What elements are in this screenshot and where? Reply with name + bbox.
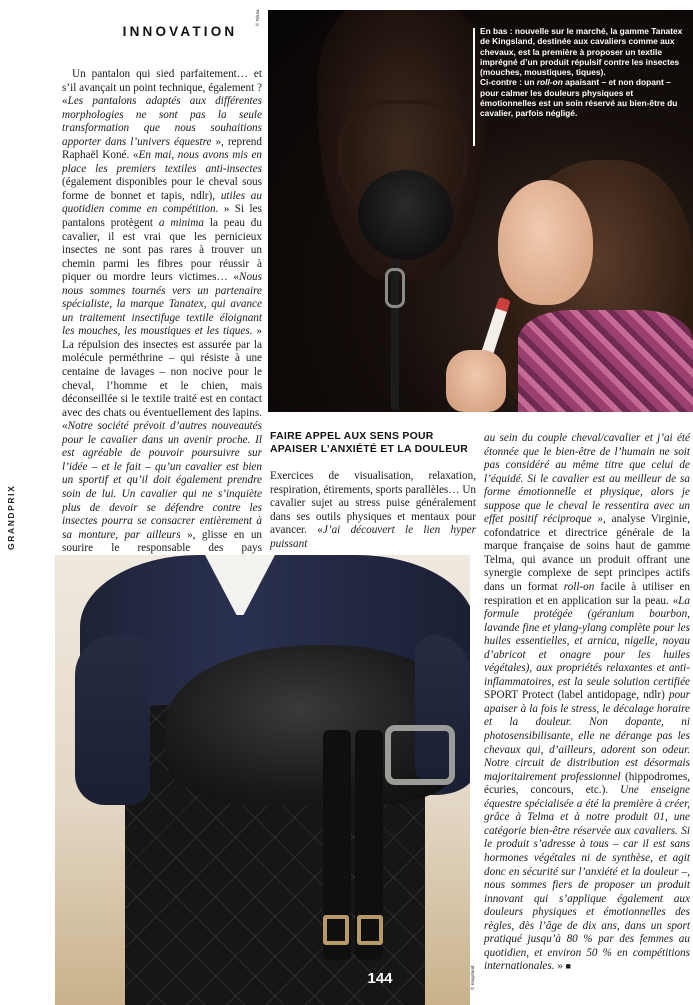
photo-caption xyxy=(480,26,685,119)
section-subheading: FAIRE APPEL AUX SENS POUR APAISER L’ANXIÉTÉ ET LA DOULEUR xyxy=(270,431,469,455)
woman-scarf-illustration xyxy=(518,310,693,412)
left-column-paragraph: Un pantalon qui sied parfaitement… et s’il avançait un point technique, également ? «Les pantalons adaptés aux différentes morphologies ne sont pas la seule transformation que nous souhaitions apporter dans l’univers équestre », reprend Raphaël Koné. «En mai, nous avons mis en place les premiers textiles anti-insectes (également disponibles pour le cheval sous forme de bonnet et tapis, ndlr), utiles au quotidien comme en compétition. » Si les pantalons protègent a minima la peau du cavalier, il est vrai que les pernicieux insectes ne sont pas rares à trouver un chemin parmi les fibres pour réussir à piquer ou mordre leurs victimes… «Nous nous sommes tournés vers un partenaire spécialiste, la marque Tanatex, qui avance un traitement insectifuge textile éloignant les mouches, les moustiques et les tiques. » La répulsion des insectes est assurée par la molécule perméthrine – qui résiste à une centaine de lavages – non nocive pour le cheval, l’homme et le chien, mais déconseillée si le textile traité est en contact avec des chats ou éventuellement des lapins. «Notre société prévoit d’autres nouveautés pour le cavalier dans un avenir proche. Il est agréable de pouvoir poursuivre sur l’idée – et le fait – qu’un cavalier est bien un sportif et qu’il doit également prendre soin de lui. Un cavalier qui ne s’inquiète plus de devoir se défendre contre les insectes pourra se consacrer entièrement à sa monture, par ailleurs », glisse en un sourire le responsable des pays xyxy=(62,68,263,555)
right-column-article: au sein du couple cheval/cavalier et j’ai été étonnée que le bien-être de l’humain ne soit pas considéré au même titre que celui de l’équidé. Si le cavalier est au meilleur de sa forme émotionnelle et physique, alors je suppose que le cheval le ressentira avec un effet positif réciproque », analyse Virginie, cofondatrice et directrice générale de la marque française de soins haut de gamme Telma, qui avance un produit offrant une synergie complexe de sept principes actifs dans un format roll-on facile à utiliser en respiration et en application sur la peau. «La formule protégée (géranium bourbon, lavande fine et ylang-ylang complète pour les huiles essentielles, et arnica, nigelle, noyau d’abricot et onagre pour les huiles végétales), aux propriétés relaxantes et anti-inflammatoires, est la seule solution certifiée SPORT Protect (label antidopage, ndlr) pour apaiser à la fois le stress, le décalage horaire et la douleur. Non dopante, ni photosensibilisante, elle ne dérange pas les chevaux qui, d’ailleurs, adorent son odeur. Notre circuit de distribution est désormais majoritairement professionnel (hippodromes, écuries, concours, etc.). Une enseigne équestre spécialisée a été la première à créer, grâce à Telma et à notre produit 01, une catégorie bien-être réservée aux cavaliers. Si le produit s’adresse à tous – car il est sans hormones végétales ni de synthèse, et agit donc en sécurité sur l’anxiété et la douleur –, nous sommes fiers de proposer un produit innovant qui s’applique également aux douleurs physiques et émotionnelles des règles, dès l’âge de dix ans, dans un sport pratiqué jusqu’à 80 % par des femmes au quotidien, et environ 50 % en compétitions internationales. » ■ xyxy=(484,432,691,973)
middle-column-article: Exercices de visualisation, relaxation, respiration, étirements, sports parallèles… Un cavalier sujet au stress puise généralement dans ses outils physiques et mentaux pour avancer. «J’ai découvert le lien hyper puissant xyxy=(270,470,476,550)
section-header: INNOVATION xyxy=(122,24,238,39)
rider-left-arm-illustration xyxy=(75,635,150,805)
woman-hand-illustration xyxy=(446,350,506,412)
caption-bottom-photo: En bas : nouvelle sur le marché, la gamme Tanatex de Kingsland, destinée aux cavaliers comme aux chevaux, est la première à proposer un textile imprégné d’un produit répulsif contre les insectes (mouches, moustiques, tiques). xyxy=(480,26,683,78)
woman-face-illustration xyxy=(498,180,593,305)
lead-clip-illustration xyxy=(385,268,405,308)
horse-nose-illustration xyxy=(358,170,453,260)
photo-credit-bottom: © Kingsland xyxy=(470,965,475,990)
buckle-illustration xyxy=(357,915,383,945)
buckle-illustration xyxy=(323,915,349,945)
left-column-article xyxy=(62,68,262,569)
caption-side-photo: Ci-contre : un roll-on apaisant – et non dopant – pour calmer les douleurs physiques et émotionnelles est un soin réservé au bien-être du cavalier, parfois négligé. xyxy=(480,77,678,119)
article-end-mark: ■ xyxy=(562,961,571,972)
magazine-brand-vertical: GRANDPRIX xyxy=(6,484,16,550)
photo-rider-with-saddle xyxy=(55,555,470,1005)
photo-credit-top: © Telma xyxy=(255,9,260,26)
page-number: 144 xyxy=(367,970,393,987)
stirrup-illustration xyxy=(385,725,455,785)
